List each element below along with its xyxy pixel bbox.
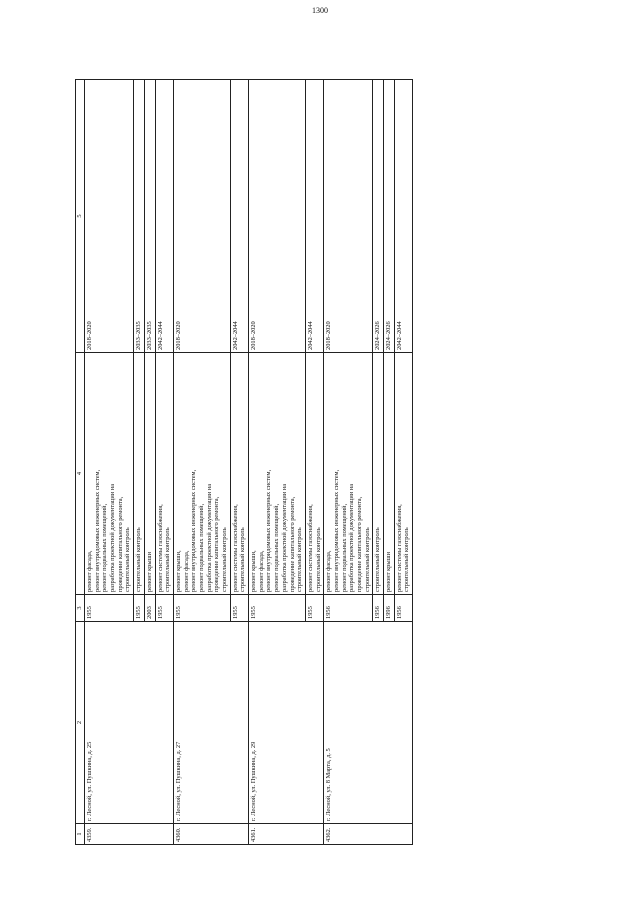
year-cell: 1955 — [155, 595, 173, 622]
table-row — [173, 80, 230, 845]
column-header: 5 — [76, 80, 85, 353]
period-cell: 2024–2026 — [384, 80, 395, 353]
year-cell: 1956 — [373, 595, 384, 622]
column-header: 4 — [76, 353, 85, 595]
column-header: 2 — [76, 622, 85, 824]
work-cell: ремонт системы газоснабжения, строительный контроль — [305, 353, 323, 595]
year-cell: 2003 — [144, 595, 155, 622]
repair-schedule-table — [75, 79, 413, 845]
year-cell: 1955 — [305, 595, 323, 622]
period-cell: 2042–2044 — [305, 80, 323, 353]
year-cell: 1956 — [324, 595, 373, 622]
row-number: 4361. — [249, 824, 324, 845]
period-cell: 2042–2044 — [155, 80, 173, 353]
period-cell: 2033–2035 — [134, 80, 145, 353]
work-cell: ремонт крыши, ремонт фасада, ремонт внутридомовых инженерных систем, ремонт подвальных помещений, разработка проектной документации на проведение капитального ремонта, строительный контроль — [173, 353, 230, 595]
address-cell: г. Лесной, ул. Пушкина, д. 27 — [173, 622, 248, 824]
work-cell: ремонт фасада, ремонт внутридомовых инженерных систем, ремонт подвальных помещений, разработка проектной документации на проведение капитального ремонта, строительный контроль — [324, 353, 373, 595]
row-number: 4359. — [85, 824, 174, 845]
table-row — [324, 80, 373, 845]
table-row — [249, 80, 306, 845]
period-cell: 2033–2035 — [144, 80, 155, 353]
period-cell: 2042–2044 — [230, 80, 248, 353]
year-cell: 1955 — [173, 595, 230, 622]
year-cell: 1996 — [384, 595, 395, 622]
row-number: 4360. — [173, 824, 248, 845]
period-cell: 2018–2020 — [173, 80, 230, 353]
year-cell: 1955 — [85, 595, 134, 622]
work-cell: строительный контроль — [134, 353, 145, 595]
page-number: 1300 — [312, 6, 328, 15]
address-cell: г. Лесной, ул. Пушкина, д. 25 — [85, 622, 174, 824]
table-wrapper — [75, 80, 577, 845]
address-cell: г. Лесной, ул. Пушкина, д. 29 — [249, 622, 324, 824]
period-cell: 2024–2026 — [373, 80, 384, 353]
work-cell: ремонт крыши — [144, 353, 155, 595]
work-cell: ремонт крыши — [384, 353, 395, 595]
period-cell: 2042–2044 — [394, 80, 412, 353]
work-cell: ремонт крыши, ремонт фасада, ремонт внутридомовых инженерных систем, ремонт подвальных помещений, разработка проектной документации на проведение капитального ремонта, строительный контроль — [249, 353, 306, 595]
column-header: 1 — [76, 824, 85, 845]
table-body — [85, 80, 413, 845]
year-cell: 1955 — [249, 595, 306, 622]
address-cell: г. Лесной, ул. 8 Марта, д. 5 — [324, 622, 413, 824]
work-cell: ремонт системы газоснабжения, строительный контроль — [230, 353, 248, 595]
period-cell: 2018–2020 — [249, 80, 306, 353]
row-number: 4362. — [324, 824, 413, 845]
header-row — [76, 80, 85, 845]
rotated-table-container — [75, 80, 577, 845]
work-cell: ремонт фасада, ремонт внутридомовых инженерных систем, ремонт подвальных помещений, разработка проектной документации на проведение капитального ремонта, строительный контроль — [85, 353, 134, 595]
work-cell: строительный контроль — [373, 353, 384, 595]
work-cell: ремонт системы газоснабжения, строительный контроль — [394, 353, 412, 595]
year-cell: 1956 — [394, 595, 412, 622]
table-row — [85, 80, 134, 845]
column-header: 3 — [76, 595, 85, 622]
period-cell: 2018–2020 — [85, 80, 134, 353]
year-cell: 1955 — [134, 595, 145, 622]
year-cell: 1955 — [230, 595, 248, 622]
work-cell: ремонт системы газоснабжения, строительный контроль — [155, 353, 173, 595]
period-cell: 2018–2020 — [324, 80, 373, 353]
